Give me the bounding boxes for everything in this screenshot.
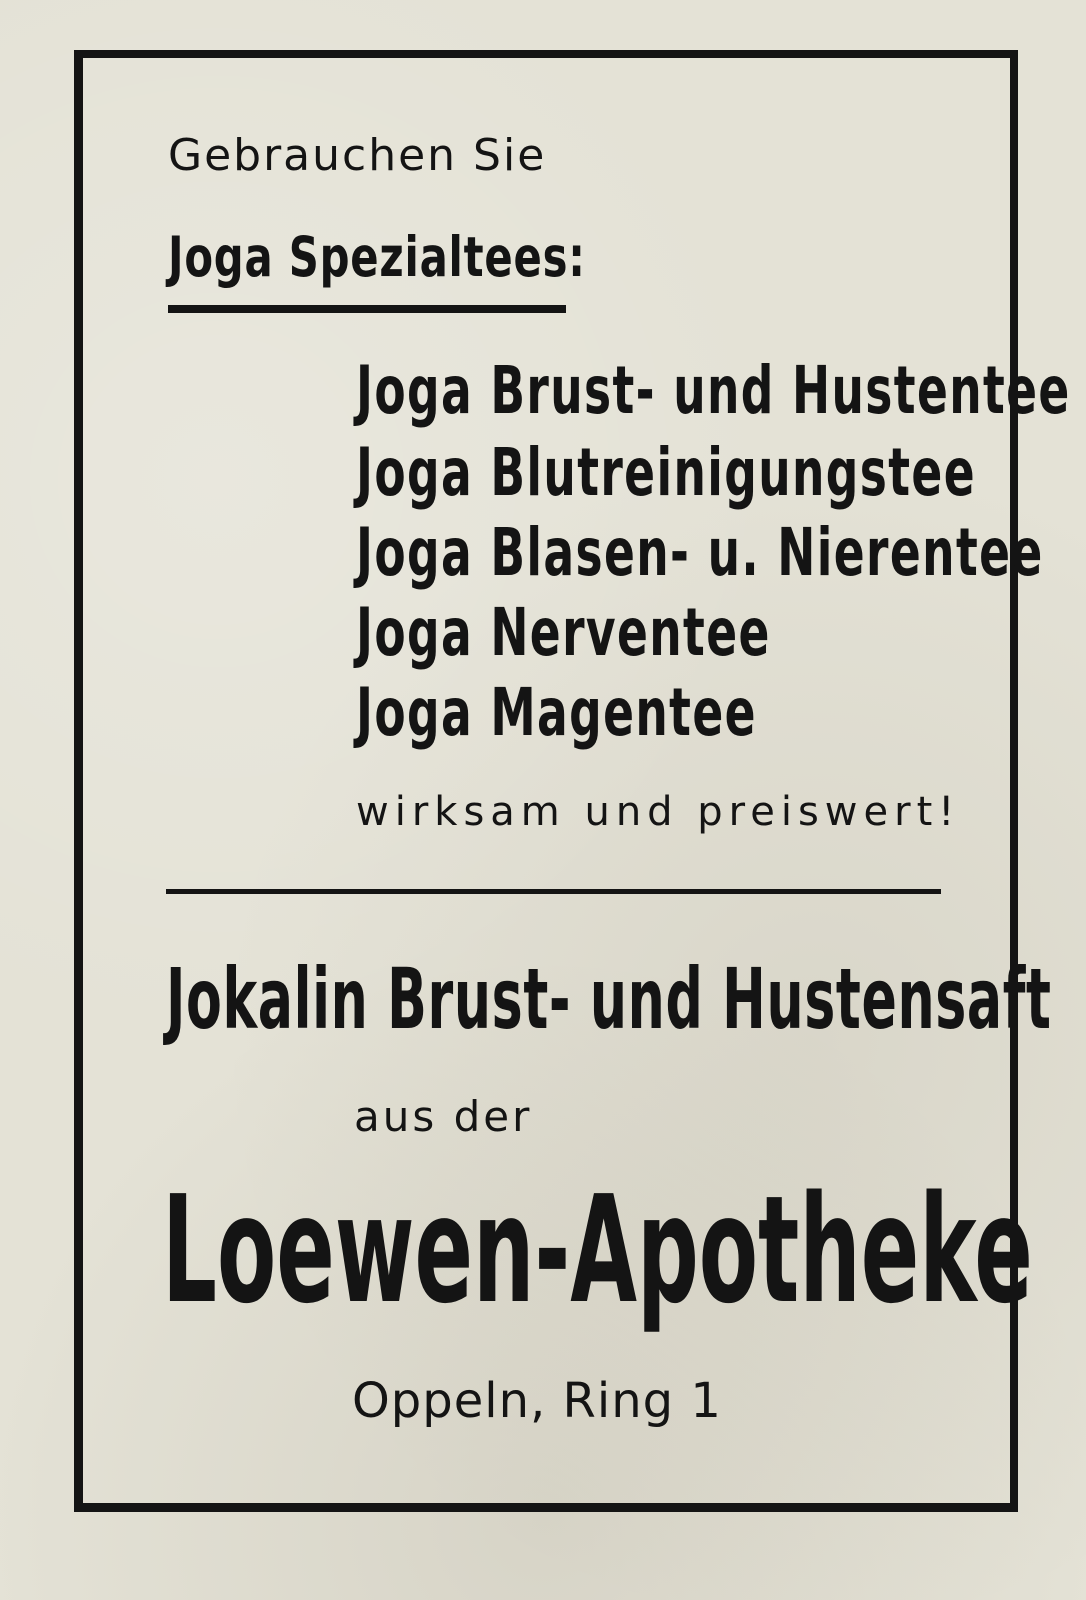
- heading-text: Joga Spezialtees:: [168, 225, 586, 289]
- heading-underline: [168, 305, 566, 313]
- pharmacy-name: Loewen-Apotheke: [162, 1164, 1033, 1336]
- product-item: Joga Blasen- u. Nierentee: [356, 514, 1044, 591]
- address-text: Oppeln, Ring 1: [352, 1373, 722, 1429]
- intro-text: Gebrauchen Sie: [168, 130, 547, 181]
- product-item: Joga Brust- und Hustentee: [356, 352, 1071, 429]
- tagline-text: wirksam und preiswert!: [356, 789, 961, 835]
- product-item: Joga Blutreinigungstee: [356, 434, 976, 511]
- from-text: aus der: [354, 1092, 533, 1141]
- product-item: Joga Magentee: [356, 674, 757, 751]
- syrup-product: Jokalin Brust- und Hustensaft: [166, 950, 1052, 1048]
- product-item: Joga Nerventee: [356, 594, 771, 671]
- section-divider: [166, 889, 941, 894]
